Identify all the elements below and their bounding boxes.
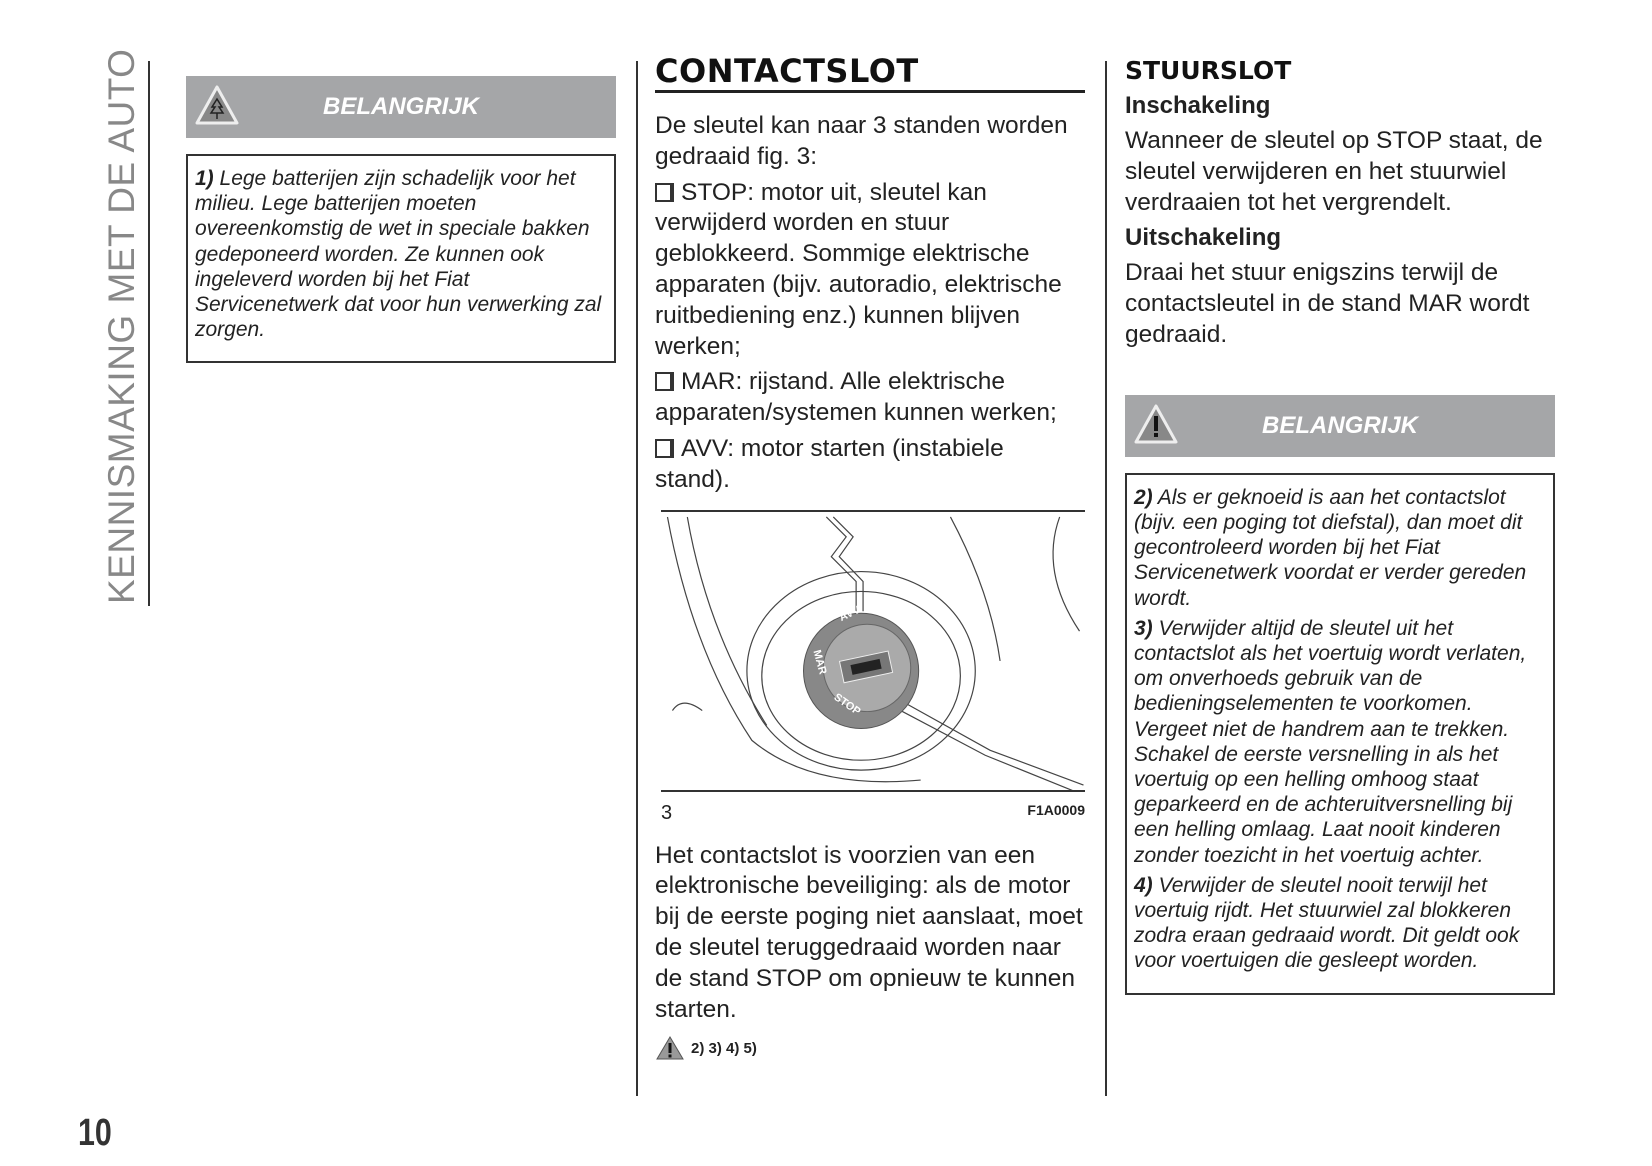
list-item-text: MAR: rijstand. Alle elektrische apparaten/systemen kunnen werken; <box>655 368 1057 427</box>
list-item <box>655 178 1085 363</box>
warning-triangle-icon <box>1133 402 1179 448</box>
note-number: 4) <box>1134 873 1153 897</box>
warning-header <box>1125 395 1555 457</box>
right-column <box>1125 54 1555 995</box>
body-paragraph: Het contactslot is voorzien van een elektronische beveiliging: als de motor bij de eerste poging niet aanslaat, moet de sleutel teruggedraaid worden naar de stand STOP om opnieuw te kunnen starten. <box>655 841 1083 1023</box>
warning-title: BELANGRIJK <box>1261 411 1418 439</box>
body-paragraph: Wanneer de sleutel op STOP staat, de sleutel verwijderen en het stuurwiel verdraaien tot het vergrendelt. <box>1125 127 1543 216</box>
list-item <box>655 367 1085 429</box>
figure-number: 3 <box>661 801 673 824</box>
reference-numbers: 2) 3) 4) 5) <box>691 1039 757 1057</box>
intro-text: De sleutel kan naar 3 standen worden gedraaid fig. 3: <box>655 112 1068 170</box>
body-paragraph: Draai het stuur enigszins terwijl de contactsleutel in de stand MAR wordt gedraaid. <box>1125 259 1530 348</box>
note-text: Lege batterijen zijn schadelijk voor het milieu. Lege batterijen moeten overeenkomstig de wet in speciale bakken gedeponeerd worden. Ze kunnen ook ingeleverd worden bij het Fiat Servicenetwerk dat voor hun verwerking zal zorgen. <box>195 167 602 342</box>
note-text: Verwijder altijd de sleutel uit het contactslot als het voertuig wordt verlaten, om onverhoeds gebruik van de bedieningselementen te voorkomen. Vergeet niet de handrem aan te trekken. Schakel de eerste versnelling in als het voertuig op een helling omhoog staat geparkeerd en de achteruitversnelling bij een helling omlaag. Laat nooit kinderen zonder toezicht in het voertuig achter. <box>1134 616 1527 867</box>
subheading: Uitschakeling <box>1125 224 1282 252</box>
page-number: 10 <box>78 1112 112 1154</box>
checkbox-bullet-icon <box>655 439 672 458</box>
warning-header <box>186 76 616 138</box>
warning-references <box>655 1035 1085 1061</box>
warning-triangle-icon <box>655 1035 685 1061</box>
subheading: Inschakeling <box>1125 92 1271 119</box>
list-item-text: STOP: motor uit, sleutel kan verwijderd worden en stuur geblokkeerd. Sommige elektrische apparaten (bijv. autoradio, elektrische ruitbediening enz.) kunnen blijven werken; <box>655 178 1062 360</box>
note-item <box>1134 485 1546 611</box>
figure-caption <box>661 790 1085 825</box>
section-heading: CONTACTSLOT <box>655 54 1085 93</box>
left-column <box>186 76 616 363</box>
figure-code: F1A0009 <box>1027 801 1085 818</box>
section-heading: STUURSLOT <box>1125 56 1292 85</box>
note-number: 2) <box>1134 485 1153 509</box>
note-box <box>186 154 616 363</box>
position-label-stop: STOP <box>831 690 863 718</box>
note-number: 1) <box>195 167 214 190</box>
note-text: Als er geknoeid is aan het contactslot (bijv. een poging tot diefstal), dan moet dit gecontroleerd worden bij het Fiat Servicenetwerk voordat er verder gereden wordt. <box>1134 485 1527 610</box>
warning-title: BELANGRIJK <box>322 93 479 120</box>
column-divider <box>1105 61 1107 1096</box>
column-divider <box>636 61 638 1096</box>
note-item <box>1134 616 1546 868</box>
checkbox-bullet-icon <box>655 183 672 202</box>
note-box <box>1125 473 1555 995</box>
section-title-text: KENNISMAKING MET DE AUTO <box>101 48 142 604</box>
note-item <box>1134 873 1546 974</box>
note-text: Verwijder de sleutel nooit terwijl het voertuig rijdt. Het stuurwiel zal blokkeren zodra eraan gedraaid wordt. Dit geldt ook voor voertuigen die gesleept worden. <box>1134 873 1520 973</box>
position-label-mar: MAR <box>810 648 829 676</box>
note-number: 3) <box>1134 616 1153 640</box>
section-title-vertical <box>101 48 142 604</box>
ignition-illustration <box>661 510 1085 790</box>
environment-warning-icon <box>194 83 240 129</box>
checkbox-bullet-icon <box>655 372 672 391</box>
middle-column <box>655 54 1085 1061</box>
sidebar-divider <box>148 61 150 606</box>
list-item <box>655 434 1085 496</box>
figure-ignition <box>661 510 1085 825</box>
list-item-text: AVV: motor starten (instabiele stand). <box>655 434 1004 493</box>
position-label-avv: AVV <box>837 603 863 624</box>
